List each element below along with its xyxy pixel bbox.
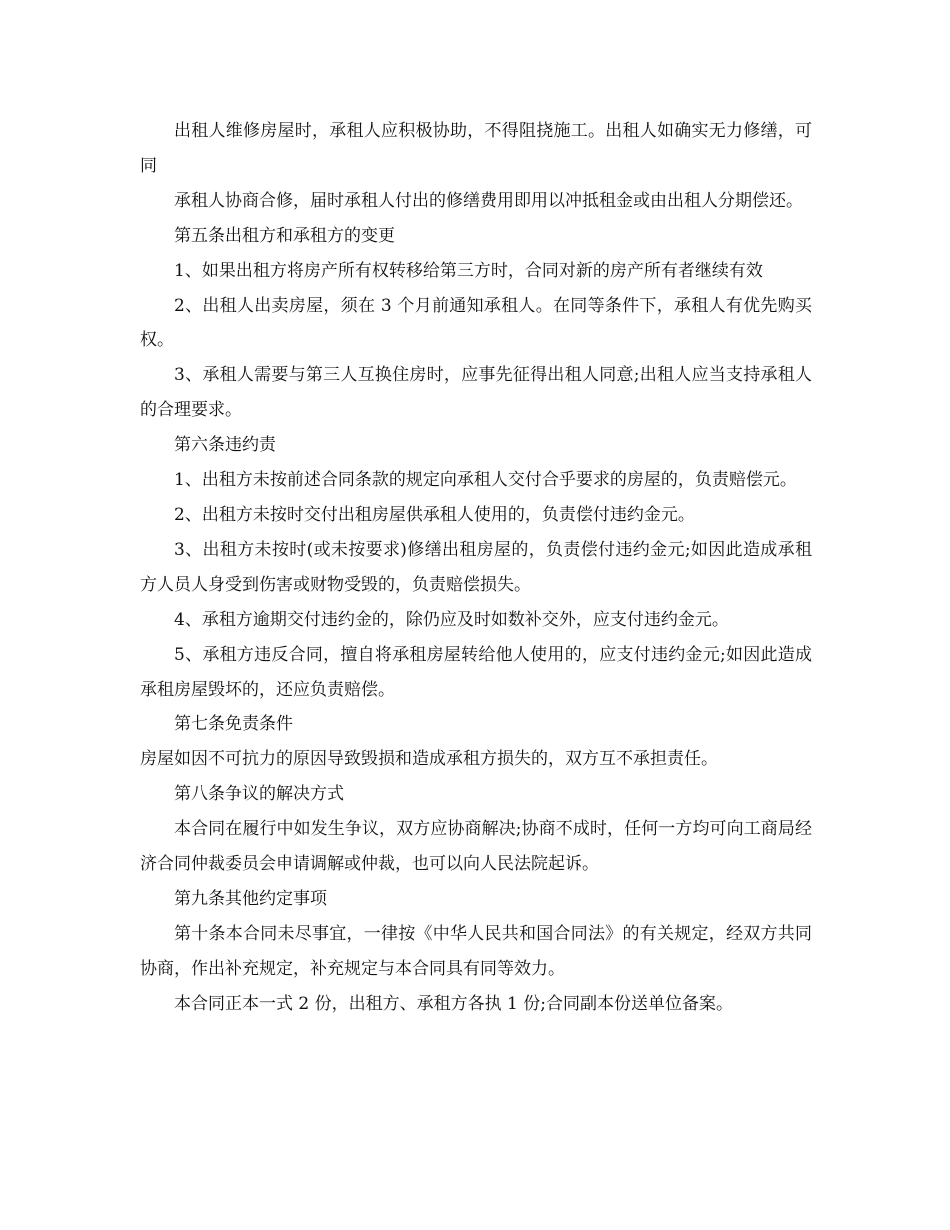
section-heading-8: 第八条争议的解决方式 bbox=[174, 784, 344, 805]
section-heading-9: 第九条其他约定事项 bbox=[174, 888, 327, 909]
paragraph-9: 2、出租方未按时交付出租房屋供承租人使用的，负责偿付违约金元。 bbox=[174, 504, 695, 525]
paragraph-19: 本合同正本一式 2 份，出租方、承租方各执 1 份;合同副本份送单位备案。 bbox=[174, 993, 733, 1014]
section-heading-5: 第五条出租方和承租方的变更 bbox=[174, 225, 395, 246]
paragraph-6: 3、承租人需要与第三人互换住房时，应事先征得出租人同意;出租人应当支持承租人的合理要求。 bbox=[140, 365, 812, 421]
paragraph-2: 承租人协商合修，届时承租人付出的修缮费用即用以冲抵租金或由出租人分期偿还。 bbox=[174, 190, 803, 211]
paragraph-14: 房屋如因不可抗力的原因导致毁损和造成承租方损失的，双方互不承担责任。 bbox=[140, 749, 718, 770]
paragraph-11: 4、承租方逾期交付违约金的，除仍应及时如数补交外，应支付违约金元。 bbox=[174, 609, 729, 630]
paragraph-8: 1、出租方未按前述合同条款的规定向承租人交付合乎要求的房屋的，负责赔偿元。 bbox=[174, 470, 797, 491]
paragraph-10: 3、出租方未按时(或未按要求)修缮出租房屋的，负责偿付违约金元;如因此造成承租方人员人身受到伤害或财物受毁的，负责赔偿损失。 bbox=[140, 539, 812, 595]
paragraph-12: 5、承租方违反合同，擅自将承租房屋转给他人使用的，应支付违约金元;如因此造成承租房屋毁坏的，还应负责赔偿。 bbox=[140, 644, 812, 700]
paragraph-4: 1、如果出租方将房产所有权转移给第三方时，合同对新的房产所有者继续有效 bbox=[174, 260, 763, 281]
paragraph-18: 第十条本合同未尽事宜，一律按《中华人民共和国合同法》的有关规定，经双方共同协商，作出补充规定，补充规定与本合同具有同等效力。 bbox=[140, 923, 812, 979]
document-page bbox=[140, 114, 812, 1022]
section-heading-6: 第六条违约责 bbox=[174, 435, 276, 456]
paragraph-5: 2、出租人出卖房屋，须在 3 个月前通知承租人。在同等条件下，承租人有优先购买权。 bbox=[140, 295, 812, 351]
paragraph-16: 本合同在履行中如发生争议，双方应协商解决;协商不成时，任何一方均可向工商局经济合同仲裁委员会申请调解或仲裁，也可以向人民法院起诉。 bbox=[140, 819, 812, 875]
paragraph-1: 出租人维修房屋时，承租人应积极协助，不得阻挠施工。出租人如确实无力修缮，可同 bbox=[140, 121, 812, 176]
section-heading-7: 第七条免责条件 bbox=[174, 714, 293, 735]
